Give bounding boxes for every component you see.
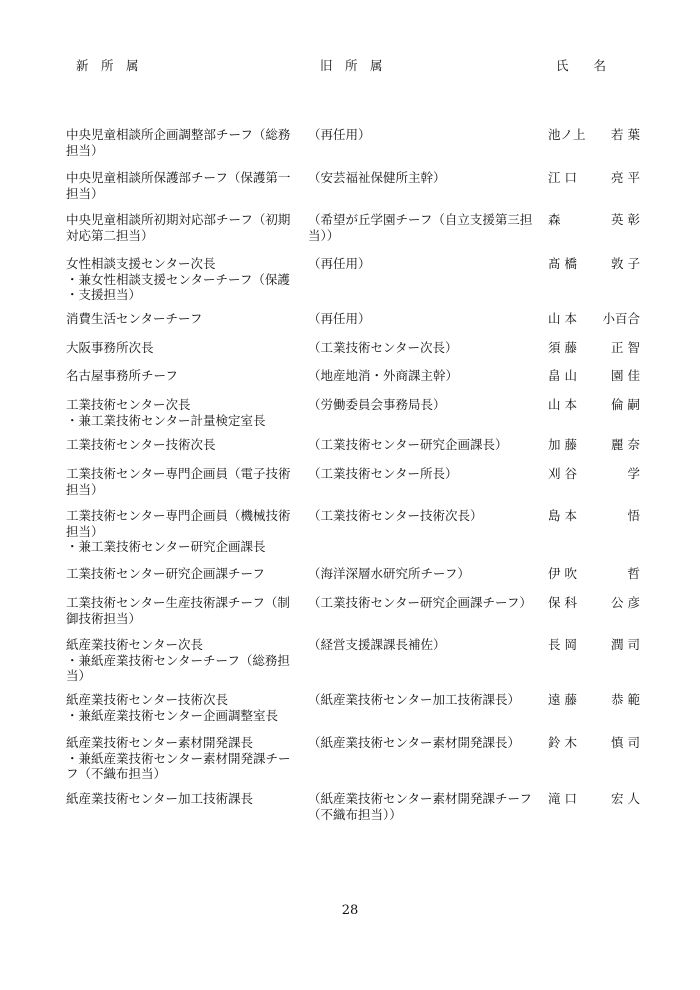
given-name: 倫 嗣 [611, 397, 640, 412]
surname: 江 口 [548, 170, 577, 185]
old-position: （再任用） [308, 127, 371, 142]
old-position: （工業技術センター研究企画課長） [308, 437, 508, 452]
surname: 髙 橋 [548, 256, 577, 271]
new-position: 中央児童相談所保護部チーフ（保護第一 担当） [66, 170, 291, 201]
new-position: 中央児童相談所企画調整部チーフ（総務 担当） [66, 127, 291, 158]
new-position: 中央児童相談所初期対応部チーフ（初期 対応第二担当） [66, 212, 291, 243]
old-position: （海洋深層水研究所チーフ） [308, 566, 470, 581]
surname: 鈴 木 [548, 735, 577, 750]
new-position: 工業技術センター研究企画課チーフ [66, 566, 265, 581]
given-name: 亮 平 [611, 170, 640, 185]
given-name: 潤 司 [611, 637, 640, 652]
given-name: 若 葉 [611, 127, 640, 142]
given-name: 英 彰 [611, 212, 640, 227]
given-name: 慎 司 [611, 735, 640, 750]
old-position: （紙産業技術センター加工技術課長） [308, 692, 521, 707]
old-position: （希望が丘学園チーフ（自立支援第三担 当）） [308, 212, 533, 243]
new-position: 紙産業技術センター素材開発課長 ・兼紙産業技術センター素材開発課チー フ（不織布担当） [66, 735, 291, 781]
old-position: （工業技術センター所長） [308, 466, 458, 481]
surname: 刈 谷 [548, 466, 577, 481]
new-position: 工業技術センター技術次長 [66, 437, 216, 452]
new-position: 工業技術センター専門企画員（電子技術 担当） [66, 466, 291, 497]
new-position: 工業技術センター専門企画員（機械技術 担当） ・兼工業技術センター研究企画課長 [66, 508, 291, 554]
new-position: 工業技術センター次長 ・兼工業技術センター計量検定室長 [66, 397, 266, 428]
given-name: 小百合 [602, 311, 640, 326]
surname: 須 藤 [548, 340, 577, 355]
given-name: 恭 範 [611, 692, 640, 707]
old-position: （再任用） [308, 311, 371, 326]
old-position: （工業技術センター研究企画課チーフ） [308, 595, 532, 610]
surname: 畠 山 [548, 368, 577, 383]
surname: 遠 藤 [548, 692, 577, 707]
old-position: （紙産業技術センター素材開発課長） [308, 735, 521, 750]
surname: 池ノ上 [548, 127, 586, 142]
surname: 森 [548, 212, 561, 227]
surname: 山 本 [548, 397, 577, 412]
old-position: （地産地消・外商課主幹） [308, 368, 459, 383]
old-position: （工業技術センター次長） [308, 340, 458, 355]
given-name: 悟 [627, 508, 640, 523]
new-position: 紙産業技術センター加工技術課長 [66, 791, 254, 806]
old-position: （経営支援課課長補佐） [308, 637, 446, 652]
new-position: 女性相談支援センター次長 ・兼女性相談支援センターチーフ（保護 ・支援担当） [66, 256, 290, 302]
page-number: 28 [341, 903, 359, 918]
given-name: 園 佳 [611, 368, 640, 383]
surname: 島 本 [548, 508, 577, 523]
new-position: 消費生活センターチーフ [66, 311, 203, 326]
old-position: （紙産業技術センター素材開発課チーフ （不織布担当）） [308, 791, 532, 822]
header-name: 氏 名 [556, 58, 607, 73]
new-position: 名古屋事務所チーフ [66, 368, 178, 383]
surname: 山 本 [548, 311, 577, 326]
old-position: （安芸福祉保健所主幹） [308, 170, 446, 185]
old-position: （再任用） [308, 256, 371, 271]
given-name: 哲 [627, 566, 640, 581]
surname: 保 科 [548, 595, 577, 610]
new-position: 紙産業技術センター技術次長 ・兼紙産業技術センター企画調整室長 [66, 692, 279, 723]
given-name: 宏 人 [611, 791, 640, 806]
header-new-position: 新 所 属 [76, 58, 139, 73]
new-position: 大阪事務所次長 [66, 340, 154, 355]
surname: 滝 口 [548, 791, 577, 806]
header-old-position: 旧 所 属 [320, 58, 383, 73]
given-name: 正 智 [611, 340, 640, 355]
surname: 加 藤 [548, 437, 577, 452]
old-position: （労働委員会事務局長） [308, 397, 446, 412]
given-name: 公 彦 [611, 595, 640, 610]
new-position: 工業技術センター生産技術課チーフ（制 御技術担当） [66, 595, 290, 626]
new-position: 紙産業技術センター次長 ・兼紙産業技術センターチーフ（総務担 当） [66, 637, 290, 683]
given-name: 麗 奈 [611, 437, 640, 452]
given-name: 学 [627, 466, 640, 481]
given-name: 敦 子 [611, 256, 640, 271]
old-position: （工業技術センター技術次長） [308, 508, 483, 523]
surname: 長 岡 [548, 637, 577, 652]
surname: 伊 吹 [548, 566, 577, 581]
